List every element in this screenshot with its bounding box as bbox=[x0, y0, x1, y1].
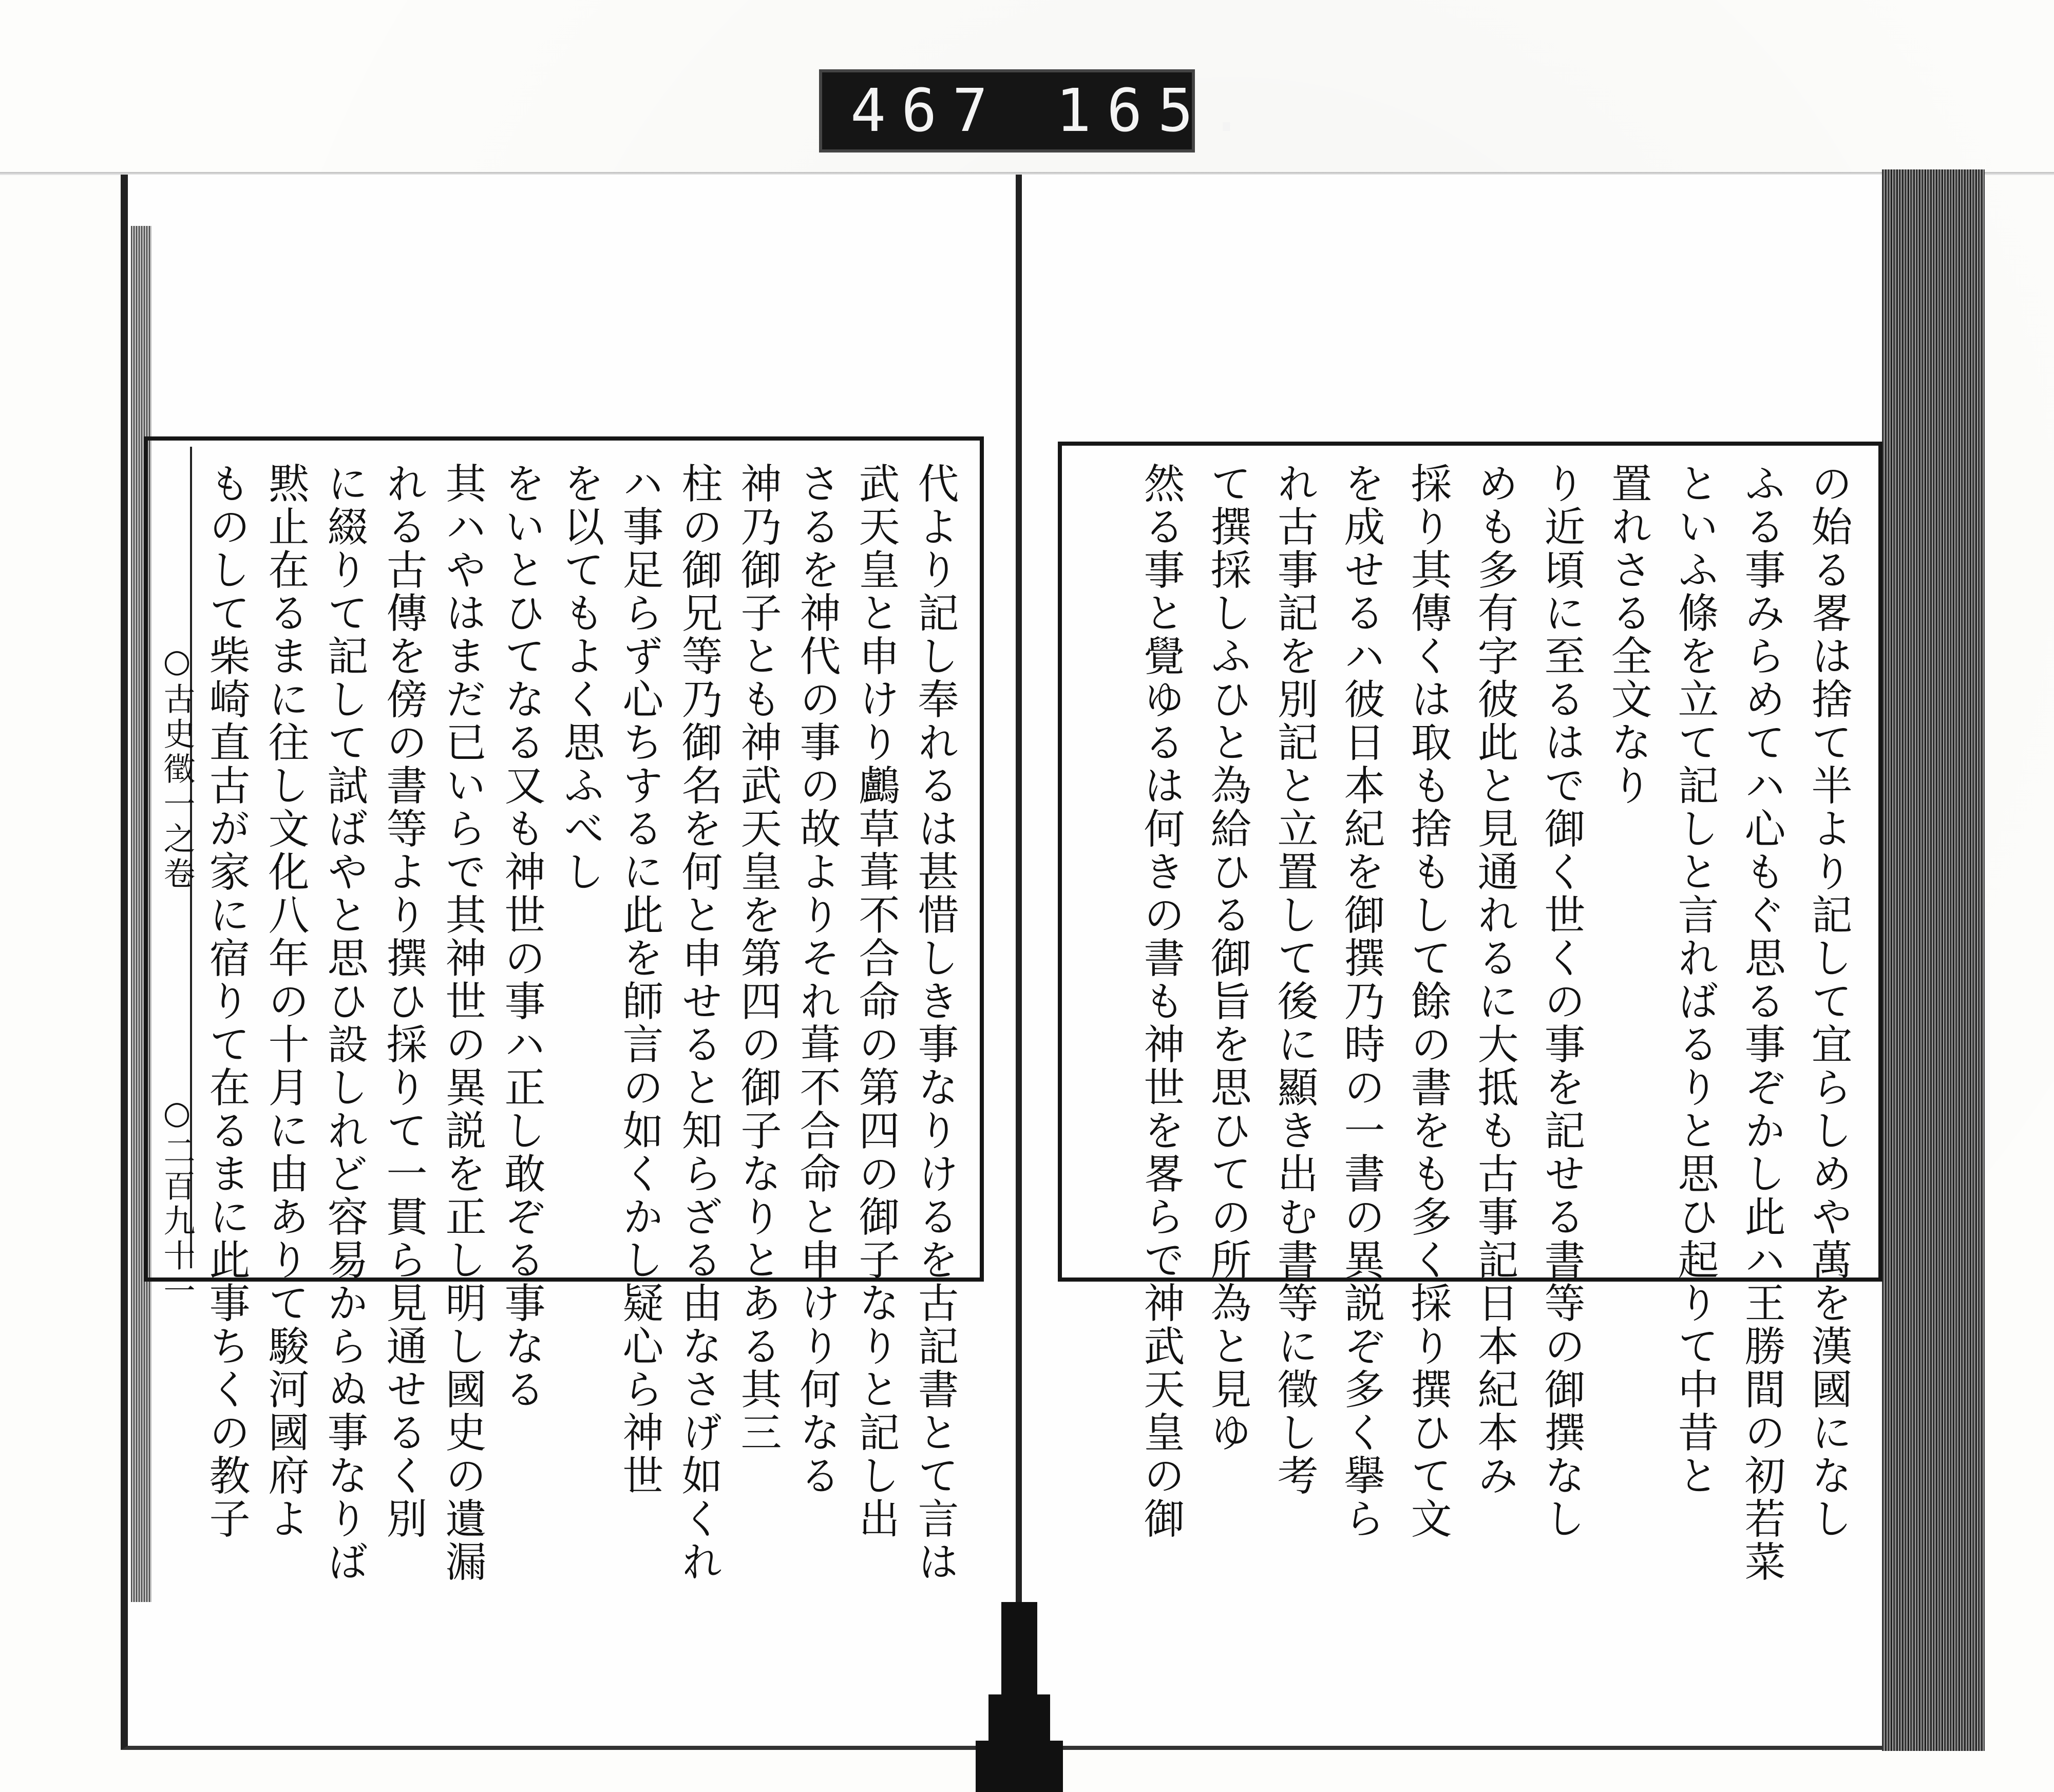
right-column-5: り近頃に至るはで御く世くの事を記せる書等の御撰なし bbox=[1537, 462, 1585, 1540]
left-column-7: を以てもよく思ふべし bbox=[557, 462, 604, 893]
call-number-label bbox=[819, 69, 1260, 152]
right-page-stack-edge bbox=[1882, 169, 1985, 1751]
left-column-9: 其ハやはまだ已いらで其神世の異説を正し明し國史の遺漏 bbox=[439, 462, 486, 1584]
left-column-13: ものして柴崎直古が家に宿りて在るまに此事ちくの教子 bbox=[202, 462, 250, 1540]
right-column-3: といふ條を立て記しと言ればるりと思ひ起りて中昔と bbox=[1671, 462, 1719, 1497]
call-number-right: 165. bbox=[1056, 77, 1260, 145]
right-column-4: 置れさる全文なり bbox=[1604, 462, 1652, 807]
right-column-2: ふる事みらめてハ心もぐ思る事ぞかし此ハ王勝間の初若菜 bbox=[1738, 462, 1785, 1584]
call-number-left: 467 bbox=[850, 77, 1003, 145]
left-column-4: 神乃御子とも神武天皇を第四の御子なりとある其三 bbox=[734, 462, 782, 1454]
right-column-8: を成せるハ彼日本紀を御撰乃時の一書の異説ぞ多く擧ら bbox=[1337, 462, 1385, 1540]
left-column-2: 武天皇と申けり鸕草葺不合命の第四の御子なりと記し出 bbox=[852, 462, 900, 1540]
left-column-12: 黙止在るまに往し文化八年の十月に由ありて駿河國府よ bbox=[261, 462, 309, 1540]
right-column-11: 然る事と覺ゆるは何きの書も神世を畧らで神武天皇の御 bbox=[1137, 462, 1185, 1540]
left-column-3: さるを神代の事の故よりそれ葺不合命と申けり何なる bbox=[793, 462, 841, 1497]
book-spine-gutter bbox=[1016, 175, 1022, 1648]
left-column-5: 柱の御兄等乃御名を何と申せると知らざる由なさげ如くれ bbox=[675, 462, 722, 1584]
right-column-1: の始る畧は捨て半より記して宜らしめや萬を漢國になし bbox=[1804, 462, 1852, 1540]
right-column-6: めも多有字彼此と見通れるに大抵も古事記日本紀本み bbox=[1471, 462, 1518, 1497]
left-column-11: に綴りて記して試ばやと思ひ設しれど容易からぬ事なりば bbox=[320, 462, 368, 1584]
page-number: ○二百九十一 bbox=[158, 1094, 196, 1309]
right-column-10: て撰採しふひと為給ひる御旨を思ひての所為と見ゆ bbox=[1204, 462, 1251, 1454]
right-column-7: 採り其傳くは取も捨もして餘の書をも多く採り撰ひて文 bbox=[1404, 462, 1452, 1540]
left-column-8: をいとひてなる又も神世の事ハ正し敢ぞる事なる bbox=[498, 462, 545, 1411]
left-column-6: ハ事足らず心ちするに此を師言の如くかし疑心ら神世 bbox=[616, 462, 663, 1497]
spine-bookmark-base bbox=[976, 1741, 1063, 1792]
left-column-1: 代より記し奉れるは甚惜しき事なりけるを古記書とて言は bbox=[911, 462, 959, 1584]
running-title: ○古史徵一之卷 bbox=[158, 642, 196, 892]
right-column-9: れ古事記を別記と立置して後に顯き出む書等に徵し考 bbox=[1270, 462, 1318, 1497]
left-column-10: れる古傳を傍の書等より撰ひ採りて一貫ら見通せるく別 bbox=[379, 462, 427, 1540]
